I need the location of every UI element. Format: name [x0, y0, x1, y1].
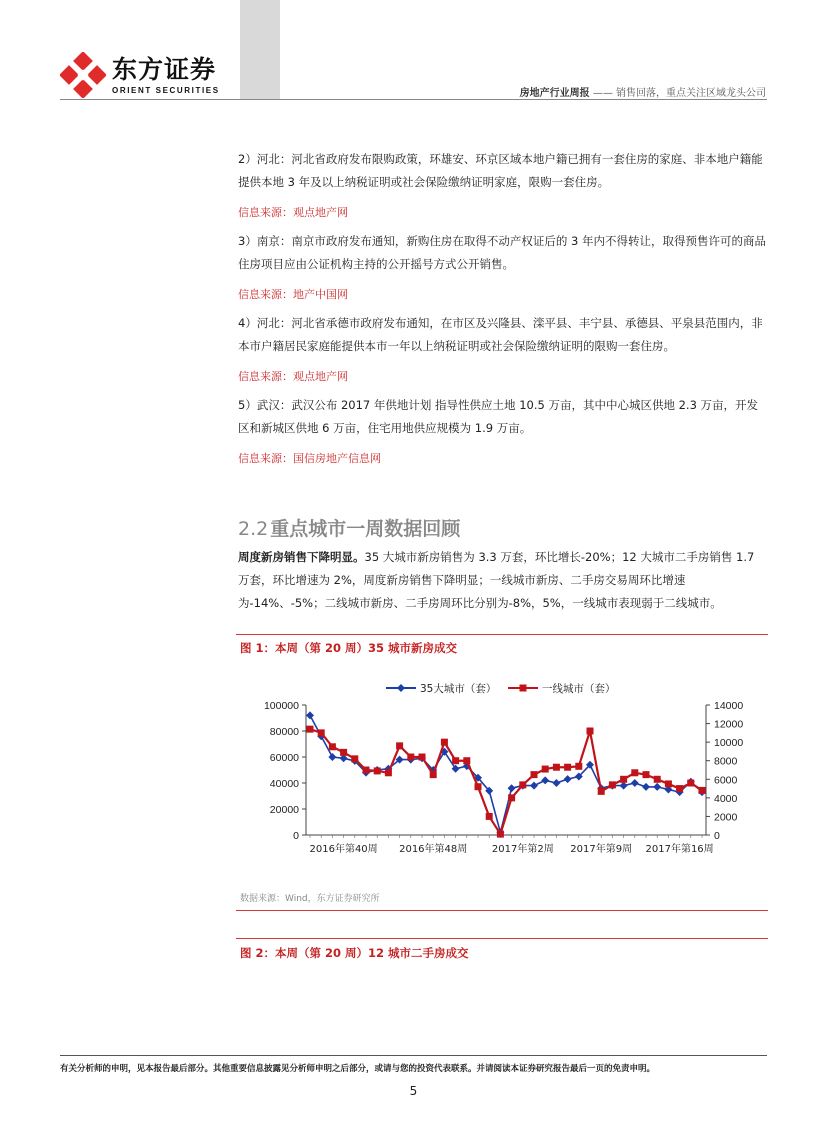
x-tick-label: 2017年第16周 [645, 844, 714, 855]
news-item-text: 3）南京：南京市政府发布通知，新购住房在取得不动产权证后的 3 年内不得转让，取得预售许可的商品住房项目应由公证机构主持的公开摇号方式公开销售。 [238, 234, 766, 271]
logo-chinese-name: 东方证券 [112, 54, 217, 84]
series-2-point [531, 771, 538, 778]
series-2-point [329, 743, 336, 750]
series-2-point [396, 742, 403, 749]
y-right-tick-label: 14000 [714, 700, 744, 712]
y-right-tick-label: 8000 [714, 755, 738, 768]
news-item-5 [238, 394, 768, 440]
y-right-tick-label: 10000 [714, 737, 744, 750]
series-1-point [328, 753, 336, 761]
series-2-point [699, 787, 706, 794]
series-2-point [452, 757, 459, 764]
series-2-point [475, 783, 482, 790]
footer-disclaimer: 有关分析师的申明，见本报告最后部分。其他重要信息披露见分析师申明之后部分，或请与您的投资代表联系。并请阅读本证券研究报告最后一页的免责申明。 [60, 1064, 656, 1074]
series-2-point [374, 767, 381, 774]
x-tick-label: 2016年第48周 [399, 844, 468, 855]
series-1-point [642, 783, 650, 791]
series-2-point [620, 776, 627, 783]
news-item-2 [238, 148, 768, 194]
series-2-point [508, 794, 515, 801]
series-2-point [665, 780, 672, 787]
series-2-point [419, 754, 426, 761]
figure1-top-rule [236, 634, 768, 635]
series-1-point [564, 775, 572, 783]
y-left-tick-label: 100000 [263, 700, 299, 712]
news-item-source: 信息来源：观点地产网 [238, 370, 348, 383]
news-item-text: 2）河北：河北省政府发布限购政策，环雄安、环京区域本地户籍已拥有一套住房的家庭、非本地户籍能提供本地 3 年及以上纳税证明或社会保险缴纳证明家庭，限购一套住房。 [238, 152, 763, 189]
figure1-title: 图 1：本周（第 20 周）35 城市新房成交 [240, 641, 458, 655]
series-2-point [598, 788, 605, 795]
figure1-bottom-rule [236, 910, 768, 911]
x-tick-label: 2016年第40周 [309, 844, 378, 855]
y-right-tick-label: 12000 [714, 718, 744, 731]
lead-text: 35 大城市新房销售为 3.3 万套，环比增长-20%；12 大城市二手房销售 1.7 万套，环比增速为 2%，周度新房销售下降明显；一线城市新房、二手房交易周环比增速为-14%、-5%；二线城市新房、二手房周环比分别为-8%，5%，一线城市表现弱于二线城市。 [238, 550, 755, 610]
orient-securities-logo-icon [60, 52, 106, 98]
series-2-point [587, 728, 594, 735]
series-1-point [508, 784, 516, 792]
series-1-point [552, 779, 560, 787]
legend-label-2: 一线城市（套） [542, 683, 616, 695]
series-2-point [575, 763, 582, 770]
series-2-point [351, 755, 358, 762]
x-tick-label: 2017年第9周 [570, 844, 633, 855]
header-divider [60, 99, 767, 100]
company-logo [60, 52, 220, 98]
figure2-top-rule [236, 938, 768, 939]
series-2-point [430, 771, 437, 778]
series-2-point [497, 831, 504, 838]
legend-marker-2 [520, 685, 527, 692]
legend-marker-1 [397, 684, 405, 692]
news-item-3 [238, 230, 768, 276]
series-2-point [307, 726, 314, 733]
series-2-point [441, 739, 448, 746]
x-tick-label: 2017年第2周 [491, 844, 554, 855]
y-left-tick-label: 40000 [269, 778, 299, 790]
news-item-source: 信息来源：观点地产网 [238, 206, 348, 219]
lead-bold: 周度新房销售下降明显。 [238, 550, 365, 564]
y-left-tick-label: 0 [293, 830, 299, 842]
series-2-point [542, 766, 549, 773]
y-left-tick-label: 60000 [269, 752, 299, 764]
y-right-tick-label: 4000 [714, 792, 738, 805]
series-1-point [631, 779, 639, 787]
series-2-point [676, 785, 683, 792]
news-item-source: 信息来源：地产中国网 [238, 288, 348, 301]
section-lead-paragraph [238, 546, 768, 615]
series-2-point [609, 781, 616, 788]
footer-divider [60, 1055, 767, 1056]
report-separator: —— [592, 88, 613, 99]
page-number: 5 [409, 1084, 418, 1098]
section-number: 2.2 [238, 518, 269, 540]
series-2-point [486, 813, 493, 820]
legend-label-1: 35大城市（套） [420, 683, 497, 695]
series-line-2 [310, 729, 702, 834]
series-2-point [564, 764, 571, 771]
series-2-point [643, 771, 650, 778]
news-item-text: 5）武汉：武汉公布 2017 年供地计划 指导性供应土地 10.5 万亩，其中中心城区供地 2.3 万亩，开发区和新城区供地 6 万亩，住宅用地供应规模为 1.9 万亩。 [238, 398, 759, 435]
section-title: 重点城市一周数据回顾 [270, 518, 461, 540]
figure1-source: 数据来源：Wind，东方证券研究所 [240, 894, 380, 904]
series-1-point [653, 783, 661, 791]
series-2-point [407, 754, 414, 761]
report-subtitle: 销售回落，重点关注区域龙头公司 [616, 88, 766, 99]
news-item-text: 4）河北：河北省承德市政府发布通知，在市区及兴隆县、滦平县、丰宁县、承德县、平泉县范围内，非本市户籍居民家庭能提供本市一年以上纳税证明或社会保险缴纳证明的限购一套住房。 [238, 316, 763, 353]
series-2-point [363, 767, 370, 774]
figure2-title: 图 2：本周（第 20 周）12 城市二手房成交 [240, 946, 469, 960]
header-gray-band [240, 0, 280, 100]
series-2-point [385, 769, 392, 776]
series-2-point [340, 749, 347, 756]
series-2-point [687, 780, 694, 787]
y-right-tick-label: 6000 [714, 774, 738, 787]
series-1-point [620, 782, 628, 790]
series-1-point [306, 711, 314, 719]
news-item-source: 信息来源：国信房地产信息网 [238, 452, 381, 465]
series-2-point [631, 769, 638, 776]
y-right-tick-label: 0 [714, 830, 720, 842]
series-2-point [318, 729, 325, 736]
report-name: 房地产行业周报 [519, 88, 590, 99]
series-1-point [541, 776, 549, 784]
series-2-point [519, 781, 526, 788]
series-2-point [463, 757, 470, 764]
series-1-point [530, 782, 538, 790]
figure1-line-chart [236, 672, 768, 872]
y-right-tick-label: 2000 [714, 811, 738, 824]
section-heading [238, 514, 460, 541]
report-header-line [520, 84, 766, 99]
y-left-tick-label: 80000 [269, 726, 299, 738]
series-2-point [553, 764, 560, 771]
news-item-4 [238, 312, 768, 358]
y-left-tick-label: 20000 [269, 804, 299, 816]
series-2-point [654, 776, 661, 783]
logo-english-name: ORIENT SECURITIES [112, 85, 220, 95]
